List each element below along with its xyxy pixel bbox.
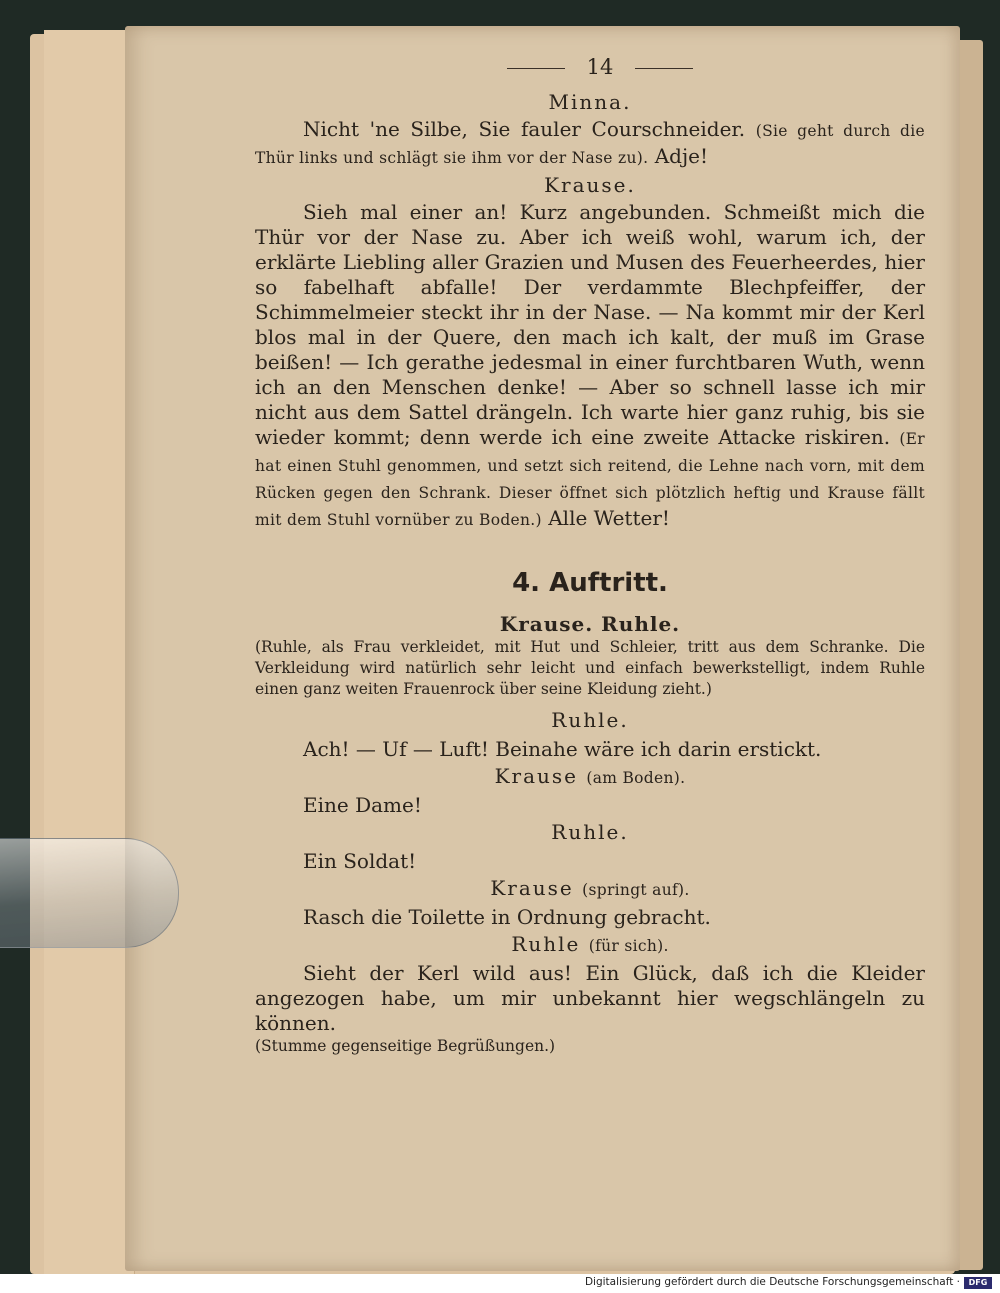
dialogue-line: Rasch die Toilette in Ordnung gebracht.	[303, 905, 711, 929]
speaker-minna: Minna.	[548, 90, 632, 114]
speech-krause: Sieh mal einer an! Kurz angebunden. Schmeißt mich die Thür vor der Nase zu. Aber ich weiß wohl, warum ich, der erklärte Liebling aller Grazien und Musen des Feuerheerdes, hier so fabelhaft abfalle! Der verdammte Blechpfeiffer, der Schimmelmeier steckt ihr in der Nase. — Na kommt mir der Kerl blos mal in der Quere, den mach ich kalt, der muß im Grase beißen! — Ich gerathe jedesmal in einer furchtbaren Wuth, wenn ich an den Menschen denke! — Aber so schnell lasse ich mir nicht aus dem Sattel drängeln. Ich warte hier ganz ruhig, bis sie wieder kommt; denn werde ich eine zweite Attacke riskiren. (Er hat einen Stuhl genommen, und setzt sich reitend, die Lehne nach vorn, mit dem Rücken gegen den Schrank. Dieser öffnet sich plötzlich heftig und Krause fällt mit dem Stuhl vornüber zu Boden.) Alle Wetter!	[255, 200, 925, 530]
cast-list: Krause. Ruhle.	[499, 612, 681, 636]
page-text	[255, 55, 925, 1057]
back-page-edge	[44, 30, 135, 1274]
speaker-krause: Krause.	[544, 173, 636, 197]
dialogue-speaker: Krause (springt auf).	[490, 876, 690, 900]
dialogue-line: Sieht der Kerl wild aus! Ein Glück, daß ich die Kleider angezogen habe, um mir unbekannt hier wegschlängeln zu können.	[255, 961, 925, 1035]
footer	[0, 1274, 1000, 1293]
glass-page-weight	[0, 838, 179, 948]
cast-stage-direction: (Ruhle, als Frau verkleidet, mit Hut und Schleier, tritt aus dem Schranke. Die Verkleidung wird natürlich sehr leicht und einfach bewerkstelligt, indem Ruhle einen ganz weiten Frauenrock über seine Kleidung zieht.)	[255, 638, 925, 698]
dfg-logo-icon: DFG	[964, 1277, 992, 1289]
dialogue-speaker: Ruhle.	[551, 820, 629, 844]
dialogue-line: Ach! — Uf — Luft! Beinahe wäre ich darin erstickt.	[303, 737, 822, 761]
digitization-credit: Digitalisierung gefördert durch die Deutsche Forschungsgemeinschaft ·	[584, 1276, 960, 1288]
final-stage-direction: (Stumme gegenseitige Begrüßungen.)	[255, 1037, 556, 1055]
page-number: 14	[255, 55, 925, 80]
dialogue-line: Eine Dame!	[303, 793, 422, 817]
act-title: 4. Auftritt.	[512, 568, 668, 598]
dialogue-speaker: Ruhle.	[551, 708, 629, 732]
dialogue-speaker: Krause (am Boden).	[494, 764, 686, 788]
dialogue-line: Ein Soldat!	[303, 849, 417, 873]
dialogue-speaker: Ruhle (für sich).	[511, 932, 669, 956]
speech-minna: Nicht 'ne Silbe, Sie fauler Courschneider. (Sie geht durch die Thür links und schlägt sie ihm vor der Nase zu). Adje!	[255, 117, 925, 168]
